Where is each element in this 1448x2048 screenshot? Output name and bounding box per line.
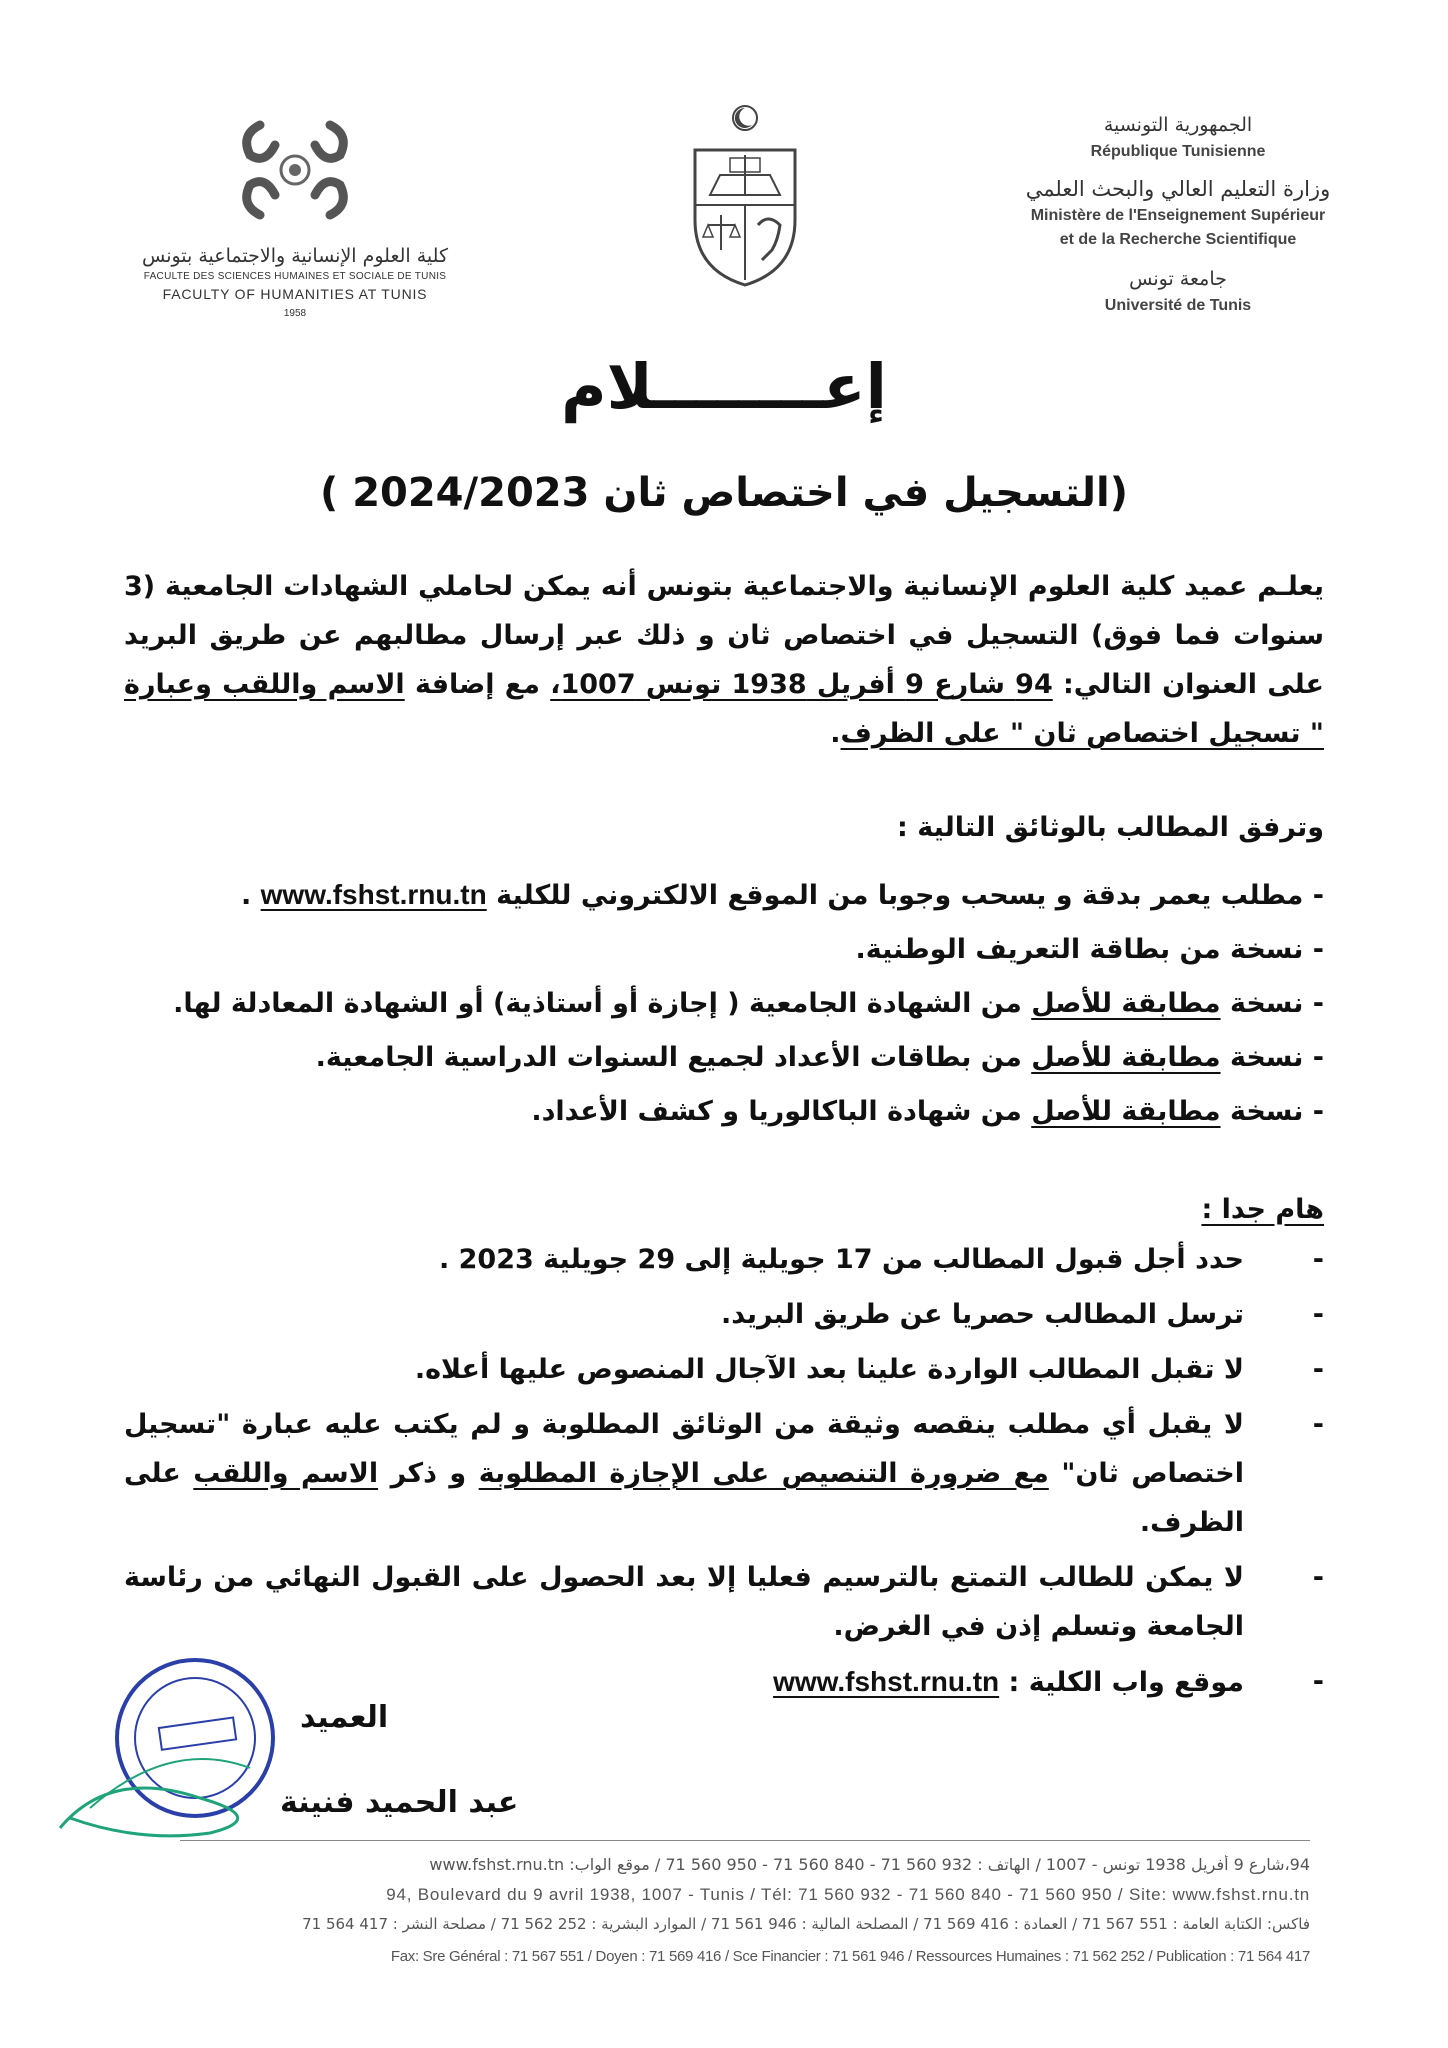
doc-text-end: من بطاقات الأعداد لجميع السنوات الدراسية الجامعية.	[315, 1042, 1032, 1073]
list-item	[124, 1235, 1324, 1284]
certified-copy-text: مطابقة للأصل	[1031, 1096, 1221, 1127]
important-title	[124, 1185, 1324, 1234]
list-item	[124, 1400, 1324, 1547]
intro-text-2: مع إضافة	[404, 669, 551, 700]
intro-text-1: يعلـم عميد كلية العلوم الإنسانية والاجتماعية بتونس أنه يمكن لحاملي الشهادات الجامعية (3 سنوات فما فوق) التسجيل في اختصاص ثان و ذلك عبر إرسال مطالبهم عن طريق البريد على العنوان التالي:	[124, 571, 1325, 700]
footer-address-fr: 94, Boulevard du 9 avril 1938, 1007 - Tunis / Tél: 71 560 932 - 71 560 840 - 71 560 950 / Site: www.fshst.rnu.tn	[386, 1885, 1310, 1904]
envelope-phrase: الاسم واللقب وعبارة " تسجيل اختصاص ثان " على الظرف	[124, 669, 1324, 749]
doc-text: - مطلب يعمر بدقة و يسحب وجوبا من الموقع الالكتروني للكلية	[486, 880, 1324, 911]
certified-copy-text: مطابقة للأصل	[1031, 988, 1221, 1019]
footer-fax-fr: Fax: Sre Général : 71 567 551 / Doyen : 71 569 416 / Sce Financier : 71 561 946 / Ressources Humaines : 71 562 252 / Publication : 71 564 417	[390, 1948, 1310, 1965]
page-title: إعــــــــلام	[561, 350, 887, 423]
footer-address-ar: 94،شارع 9 أفريل 1938 تونس - 1007 / الهاتف : 932 560 71 - 840 560 71 - 950 560 71 / موقع الواب: www.fshst.rnu.tn	[429, 1855, 1310, 1874]
faculty-name-ar: كلية العلوم الإنسانية والاجتماعية بتونس	[141, 245, 448, 267]
republic-ar: الجمهورية التونسية	[1103, 114, 1253, 136]
list-item	[124, 1553, 1324, 1651]
doc-text-end: من شهادة الباكالوريا و كشف الأعداد.	[531, 1096, 1032, 1127]
faculty-name-fr: FACULTE DES SCIENCES HUMAINES ET SOCIALE DE TUNIS	[143, 271, 447, 282]
doc-text-end: .	[240, 880, 261, 911]
faculty-logo-icon	[230, 105, 360, 235]
doc-text: - نسخة	[1220, 1042, 1324, 1073]
important-text: لا يمكن للطالب التمتع بالترسيم فعليا إلا بعد الحصول على القبول النهائي من رئاسة الجامعة وتسلم إذن في الغرض.	[124, 1562, 1244, 1642]
important-underlined-2: الاسم واللقب	[193, 1458, 379, 1489]
important-underlined-1: مع ضرورة التنصيص على الإجازة المطلوبة	[478, 1458, 1049, 1489]
ministry-fr-2: et de la Recherche Scientifique	[1059, 231, 1297, 248]
official-stamp-icon	[50, 1648, 310, 1848]
list-item	[124, 1087, 1324, 1136]
list-item	[124, 1290, 1324, 1339]
page-subtitle: (التسجيل في اختصاص ثان 2024/2023 )	[319, 470, 1129, 516]
list-item	[124, 870, 1324, 920]
doc-text-end: من الشهادة الجامعية ( إجازة أو أستاذية) أو الشهادة المعادلة لها.	[173, 988, 1032, 1019]
signature-title: العميد	[300, 1700, 389, 1735]
faculty-website-link[interactable]: www.fshst.rnu.tn	[260, 879, 487, 910]
website-link[interactable]: www.fshst.rnu.tn	[773, 1666, 1000, 1697]
tunisia-emblem-icon	[680, 100, 810, 290]
important-text-end: على الظرف.	[124, 1458, 1244, 1538]
important-text: لا يقبل أي مطلب ينقصه وثيقة من الوثائق المطلوبة و لم يكتب عليه عبارة "تسجيل اختصاص ثان"	[124, 1409, 1244, 1489]
list-item	[124, 925, 1324, 974]
footer-divider	[180, 1840, 1310, 1841]
doc-text: - نسخة من بطاقة التعريف الوطنية.	[855, 934, 1324, 965]
postal-address: 94 شارع 9 أفريل 1938 تونس 1007،	[550, 669, 1053, 700]
certified-copy-text: مطابقة للأصل	[1031, 1042, 1221, 1073]
faculty-year: 1958	[283, 308, 307, 319]
republic-fr: République Tunisienne	[1090, 143, 1266, 160]
doc-text: - نسخة	[1220, 1096, 1324, 1127]
documents-title: وترفق المطالب بالوثائق التالية :	[897, 812, 1324, 843]
university-ar: جامعة تونس	[1129, 268, 1227, 290]
important-text: حدد أجل قبول المطالب من 17 جويلية إلى 29 جويلية 2023 .	[438, 1244, 1244, 1275]
important-title-text: هام جدا :	[1201, 1194, 1324, 1225]
important-text: لا تقبل المطالب الواردة علينا بعد الآجال المنصوص عليها أعلاه.	[414, 1354, 1244, 1385]
important-text: موقع واب الكلية :	[999, 1667, 1244, 1698]
faculty-name-en: FACULTY OF HUMANITIES AT TUNIS	[162, 286, 428, 302]
intro-end: .	[830, 718, 841, 749]
documents-list	[124, 870, 1324, 1141]
ministry-fr-1: Ministère de l'Enseignement Supérieur	[1030, 207, 1326, 224]
important-text-mid: و ذكر	[378, 1458, 479, 1489]
important-text: ترسل المطالب حصريا عن طريق البريد.	[720, 1299, 1244, 1330]
ministry-header	[998, 110, 1358, 318]
ministry-ar: وزارة التعليم العالي والبحث العلمي	[1025, 177, 1331, 201]
list-item	[124, 979, 1324, 1028]
signatory-name: عبد الحميد فنينة	[280, 1785, 519, 1820]
faculty-header	[115, 105, 475, 319]
list-item	[124, 1345, 1324, 1394]
important-list	[124, 1235, 1324, 1713]
list-item	[124, 1033, 1324, 1082]
doc-text: - نسخة	[1220, 988, 1324, 1019]
footer-fax-ar: فاكس: الكتابة العامة : 551 567 71 / العمادة : 416 569 71 / المصلحة المالية : 946 561 71 / الموارد البشرية : 252 562 71 / مصلحة النشر : 417 564 71	[302, 1915, 1310, 1933]
intro-paragraph	[124, 562, 1324, 758]
university-fr: Université de Tunis	[1104, 297, 1252, 314]
